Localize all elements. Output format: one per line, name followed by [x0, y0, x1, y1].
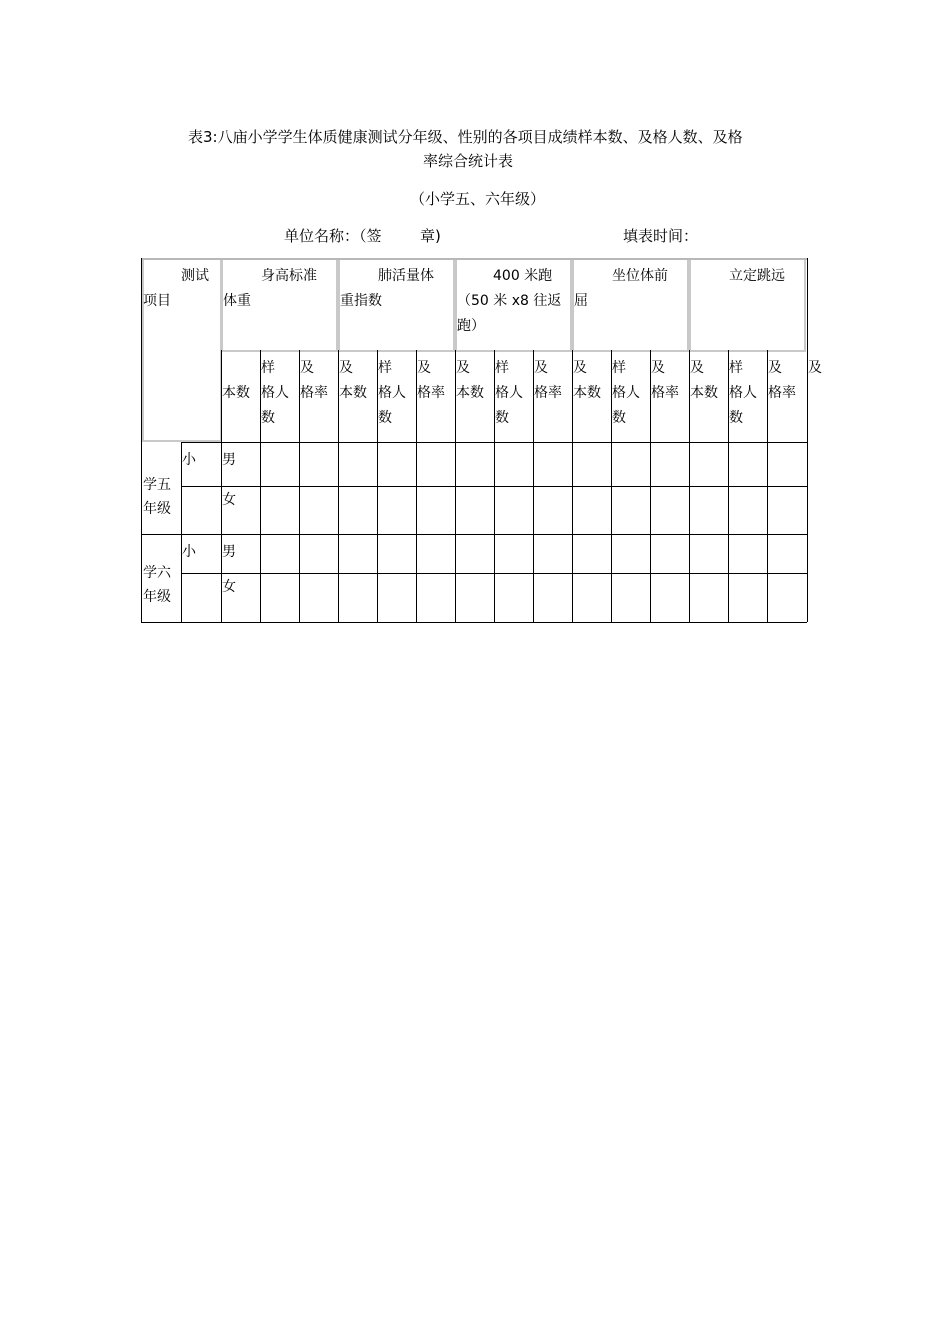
gender-label-female: 女 [222, 579, 236, 595]
group-header-line-1: 肺活量体 [378, 268, 434, 284]
subheader-pass-count: 格人 [495, 385, 523, 401]
table-bottom-border [141, 622, 807, 623]
subheader-carry-over: 及 [456, 360, 470, 376]
row-divider [181, 442, 807, 443]
fill-date-label: 填表时间： [623, 227, 699, 245]
gender-label-female: 女 [222, 492, 236, 508]
unit-name-label: 单位名称：（签 [284, 227, 382, 245]
subheader-pass-count-top: 样 [261, 360, 275, 376]
subheader-pass-rate-top: 及 [300, 360, 314, 376]
table-title-line-1: 表3:八庙小学学生体质健康测试分年级、性别的各项目成绩样本数、及格人数、及格 [188, 128, 743, 146]
subheader-pass-count-bottom: 数 [729, 410, 743, 426]
row-divider [181, 573, 807, 574]
subheader-carry-over: 及 [573, 360, 587, 376]
group-header-line-1: 立定跳远 [729, 268, 785, 284]
subheader-pass-count-top: 样 [495, 360, 509, 376]
table-right-border [807, 258, 808, 622]
subheader-pass-count-top: 样 [612, 360, 626, 376]
subheader-pass-count: 格人 [378, 385, 406, 401]
grade-label-line-1: 学六 [143, 565, 171, 581]
subheader-carry-over: 及 [808, 360, 822, 376]
seal-label: 章) [420, 227, 441, 245]
table-subtitle: （小学五、六年级） [410, 190, 546, 208]
group-header-line-3: 跑） [457, 318, 485, 334]
grade-label-top: 小 [182, 544, 196, 560]
subheader-sample-count: 本数 [573, 385, 601, 401]
group-header-line-1: 身高标准 [261, 268, 317, 284]
subheader-carry-over: 及 [339, 360, 353, 376]
table-title-line-2: 率综合统计表 [423, 152, 514, 170]
grade-label-top: 小 [182, 452, 196, 468]
group-header-line-2: （50 米 x8 往返 [457, 293, 562, 309]
subheader-pass-count-bottom: 数 [378, 410, 392, 426]
subheader-pass-count: 格人 [261, 385, 289, 401]
subheader-sample-count: 本数 [456, 385, 484, 401]
corner-header-top: 测试 [181, 268, 209, 284]
subheader-sample-count: 本数 [690, 385, 718, 401]
grade-label-line-2: 年级 [143, 589, 171, 605]
subheader-pass-rate: 格率 [768, 385, 796, 401]
subheader-pass-rate-top: 及 [417, 360, 431, 376]
group-header-line-1: 400 米跑 [493, 268, 553, 284]
row-divider [181, 486, 807, 487]
gender-label-male: 男 [222, 452, 236, 468]
gender-label-male: 男 [222, 544, 236, 560]
subheader-pass-count-bottom: 数 [261, 410, 275, 426]
subheader-carry-over: 及 [690, 360, 704, 376]
subheader-sample-count: 本数 [222, 385, 250, 401]
group-header-line-2: 重指数 [340, 293, 382, 309]
corner-header-bottom: 项目 [143, 293, 171, 309]
subheader-pass-count: 格人 [729, 385, 757, 401]
group-header-line-1: 坐位体前 [612, 268, 668, 284]
row-divider [141, 534, 807, 535]
subheader-pass-count: 格人 [612, 385, 640, 401]
subheader-pass-rate-top: 及 [651, 360, 665, 376]
subheader-pass-rate-top: 及 [768, 360, 782, 376]
subheader-pass-count-bottom: 数 [495, 410, 509, 426]
group-header-line-2: 体重 [223, 293, 251, 309]
subheader-pass-count-bottom: 数 [612, 410, 626, 426]
table-left-border [141, 258, 142, 622]
subheader-pass-rate: 格率 [651, 385, 679, 401]
subheader-pass-rate: 格率 [300, 385, 328, 401]
subheader-pass-rate: 格率 [417, 385, 445, 401]
subheader-pass-count-top: 样 [378, 360, 392, 376]
subheader-pass-count-top: 样 [729, 360, 743, 376]
grade-label-line-1: 学五 [143, 477, 171, 493]
subheader-pass-rate-top: 及 [534, 360, 548, 376]
subheader-sample-count: 本数 [339, 385, 367, 401]
grade-label-line-2: 年级 [143, 501, 171, 517]
table-outer-top-border [141, 258, 807, 260]
group-header-line-2: 屈 [574, 293, 588, 309]
subheader-pass-rate: 格率 [534, 385, 562, 401]
